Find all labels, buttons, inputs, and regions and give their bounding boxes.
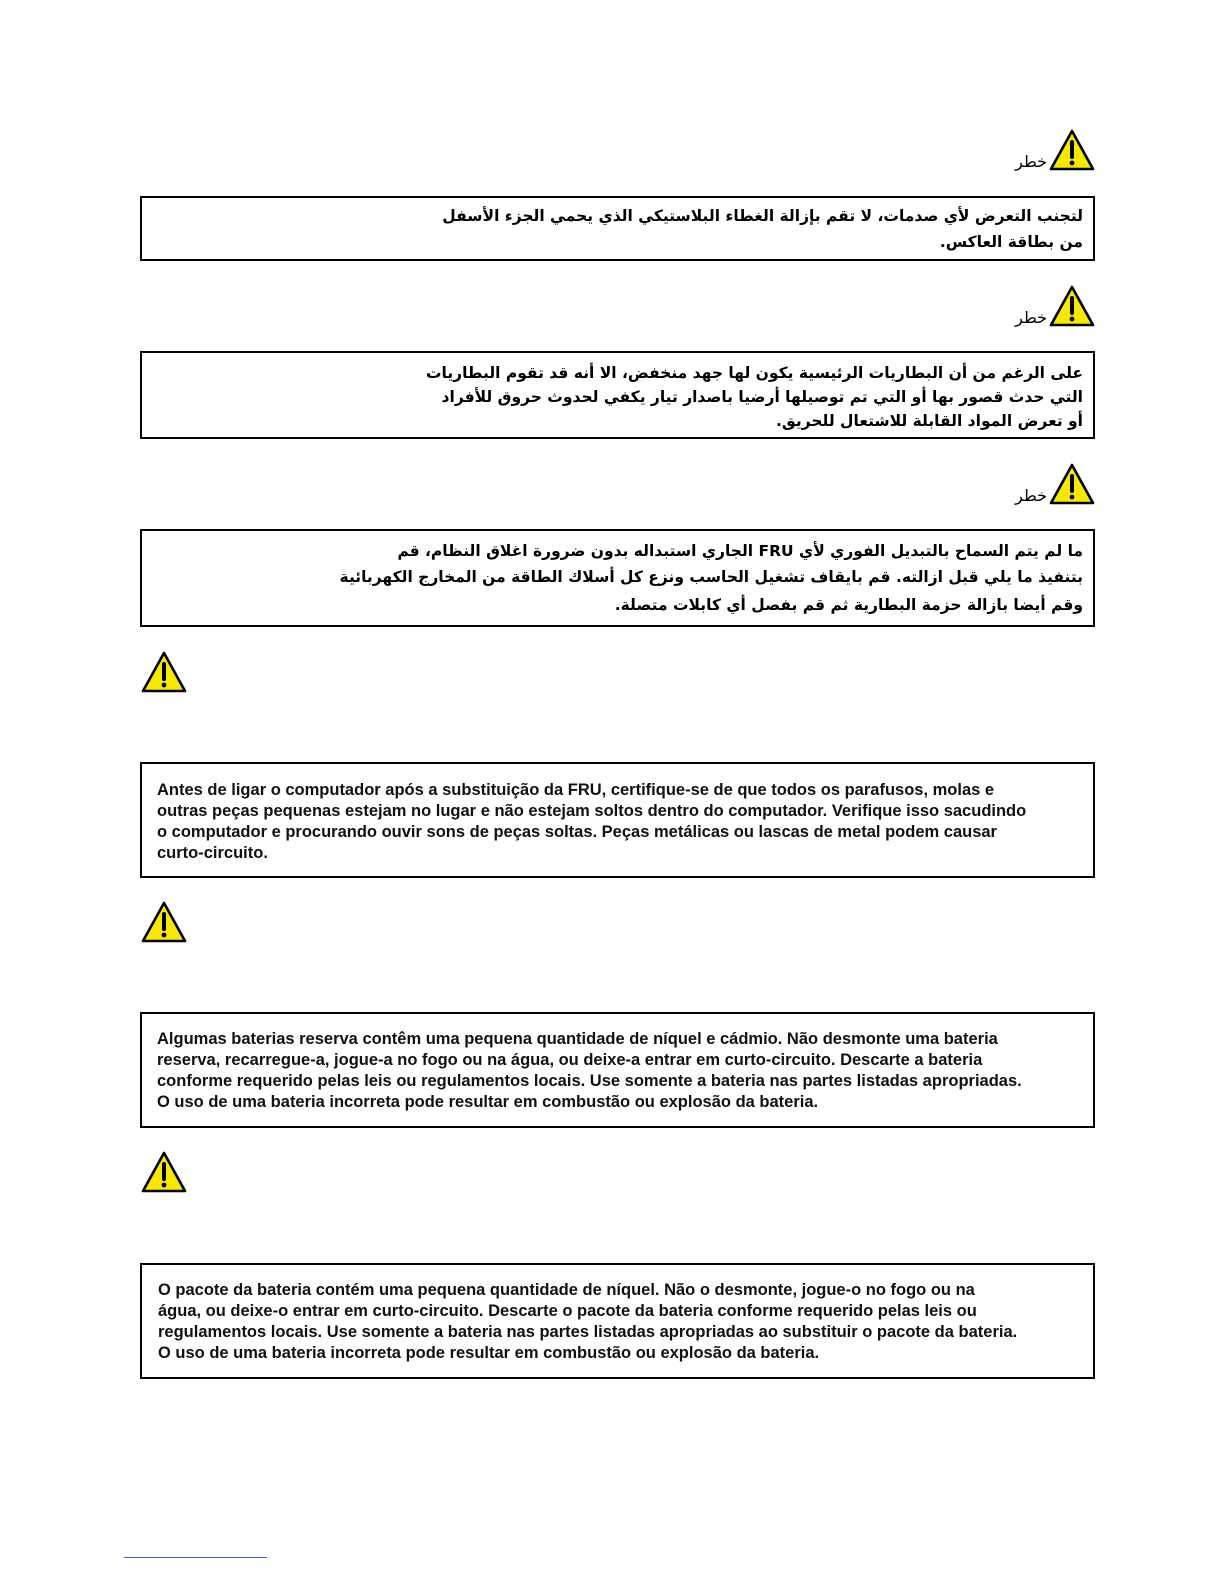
notice-text-line: أو تعرض المواد القابلة للاشتعال للحريق.: [776, 412, 1083, 430]
warning-triangle-icon: [1048, 284, 1096, 328]
warning-triangle-icon: [140, 1150, 188, 1194]
notice-text-line: وقم أيضا بازالة حزمة البطارية ثم قم بفصل أي كابلات متصلة.: [614, 596, 1083, 614]
notice-text-line: conforme requerido pelas leis ou regulamentos locais. Use somente a bateria nas partes listadas apropriadas.: [157, 1072, 1022, 1090]
danger-heading: خطر: [1015, 152, 1047, 171]
notice-text-line: على الرغم من أن البطاريات الرئيسية يكون لها جهد منخفض، الا أنه قد تقوم البطاريات: [425, 364, 1083, 382]
warning-triangle-icon: [140, 650, 188, 694]
notice-text-line: curto-circuito.: [157, 844, 268, 862]
footnote-rule: [124, 1557, 267, 1558]
notice-box: [140, 1012, 1095, 1128]
notice-text-line: O uso de uma bateria incorreta pode resultar em combustão ou explosão da bateria.: [158, 1344, 820, 1362]
notice-text-line: بتنفيذ ما يلي قبل ازالته. قم بايقاف تشغيل الحاسب ونزع كل أسلاك الطاقة من المخارج الكهربائية: [339, 568, 1083, 586]
notice-text-line: التي حدث قصور بها أو التي تم توصيلها أرضيا باصدار تيار يكفي لحدوث حروق للأفراد: [441, 388, 1083, 406]
notice-box: [140, 1263, 1095, 1379]
danger-heading: خطر: [1015, 486, 1047, 505]
notice-text-line: ما لم يتم السماح بالتبديل الفوري لأي FRU الجاري استبداله بدون ضرورة اغلاق النظام، قم: [397, 542, 1083, 560]
notice-text-line: água, ou deixe-o entrar em curto-circuito. Descarte o pacote da bateria conforme requerido pelas leis ou: [158, 1302, 977, 1320]
notice-text-line: O pacote da bateria contém uma pequena quantidade de níquel. Não o desmonte, jogue-o no fogo ou na: [158, 1281, 975, 1299]
notice-box: [140, 762, 1095, 878]
notice-box: [140, 196, 1095, 261]
warning-triangle-icon: [1048, 128, 1096, 172]
notice-text-line: outras peças pequenas estejam no lugar e não estejam soltos dentro do computador. Verifique isso sacudindo: [157, 802, 1027, 820]
notice-box: [140, 351, 1095, 439]
notice-text-line: لتجنب التعرض لأي صدمات، لا تقم بإزالة الغطاء البلاستيكي الذي يحمي الجزء الأسفل: [442, 207, 1083, 225]
notice-text-line: reserva, recarregue-a, jogue-a no fogo ou na água, ou deixe-a entrar em curto-circuito. Descarte a bateria: [157, 1051, 983, 1069]
warning-triangle-icon: [140, 900, 188, 944]
notice-text-line: regulamentos locais. Use somente a bateria nas partes listadas apropriadas ao substituir o pacote da bateria.: [158, 1323, 1018, 1341]
notice-text-line: Antes de ligar o computador após a substituição da FRU, certifique-se de que todos os parafusos, molas e: [157, 781, 995, 799]
notice-text-line: O uso de uma bateria incorreta pode resultar em combustão ou explosão da bateria.: [157, 1093, 819, 1111]
notice-text-line: o computador e procurando ouvir sons de peças soltas. Peças metálicas ou lascas de metal podem causar: [157, 823, 997, 841]
notice-box: [140, 529, 1095, 627]
notice-text-line: من بطاقة العاكس.: [939, 233, 1083, 251]
danger-heading: خطر: [1015, 308, 1047, 327]
notice-text-line: Algumas baterias reserva contêm uma pequena quantidade de níquel e cádmio. Não desmonte uma bateria: [157, 1030, 998, 1048]
warning-triangle-icon: [1048, 462, 1096, 506]
